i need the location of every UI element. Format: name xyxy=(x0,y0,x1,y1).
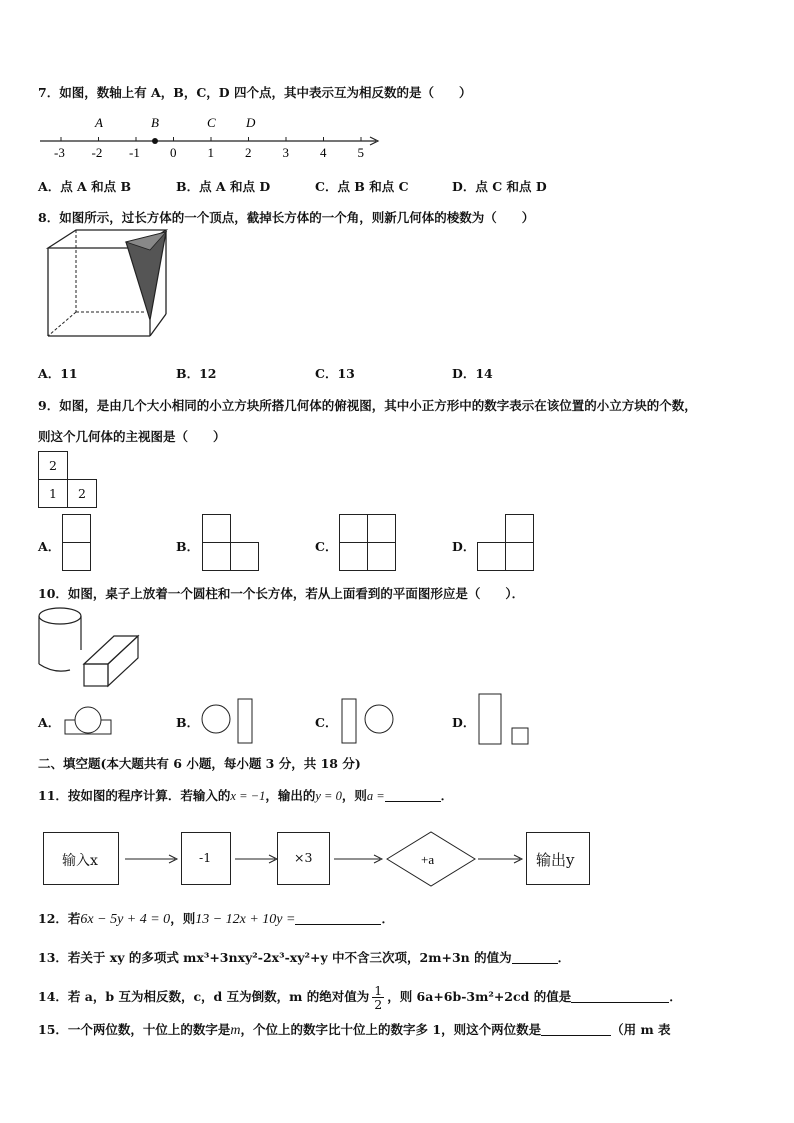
q10-cylinder-cuboid-figure xyxy=(36,604,156,690)
q9-option-a-square xyxy=(62,514,91,543)
q7-option-a[interactable]: A．点 A 和点 B xyxy=(38,179,132,194)
flow-input-label: 输入x xyxy=(62,853,98,869)
q9-option-b[interactable]: B． xyxy=(176,539,200,554)
q9-option-c-square xyxy=(367,514,396,543)
q7-option-b[interactable]: B．点 A 和点 D xyxy=(176,179,271,194)
q9-option-a-square xyxy=(62,542,91,571)
q9-top-view-cell xyxy=(38,479,68,508)
q10-option-c-figure xyxy=(338,697,398,747)
q11-answer-blank[interactable] xyxy=(385,789,441,802)
point-label-b: B xyxy=(151,115,159,130)
q11-text: 11．按如图的程序计算．若输入的x = −1，输出的y = 0，则a = ． xyxy=(38,788,454,803)
q13-text: 13．若关于 xy 的多项式 mx³+3nxy²-2x³-xy²+y 中不含三次项，2m+3n 的值为 ． xyxy=(38,950,571,965)
q10-option-c[interactable]: C． xyxy=(315,715,338,730)
q9-cell-number: 2 xyxy=(49,458,57,473)
tick-label: 3 xyxy=(282,145,289,160)
q9-option-b-square xyxy=(202,542,231,571)
flow-multiply-label: ×3 xyxy=(294,850,313,865)
q14-text: 14．若 a，b 互为相反数，c，d 互为倒数，m 的绝对值为 $\frac{1}{2}$ ，则 6a+6b-3m²+2cd 的值是 ． xyxy=(38,983,682,1012)
tick-label: -1 xyxy=(129,145,140,160)
q15-answer-blank[interactable] xyxy=(541,1023,611,1036)
q7-number-line xyxy=(34,112,384,162)
q8-option-b[interactable]: B．12 xyxy=(176,366,217,381)
q10-option-a-figure xyxy=(62,704,116,736)
q9-option-c-square xyxy=(339,514,368,543)
q9-text-line2: 则这个几何体的主视图是（ ） xyxy=(38,429,226,444)
q10-option-b[interactable]: B． xyxy=(176,715,200,730)
q9-option-a[interactable]: A． xyxy=(38,539,61,554)
q9-option-c[interactable]: C． xyxy=(315,539,338,554)
flow-add-diamond xyxy=(385,830,477,888)
tick-label: 0 xyxy=(170,145,177,160)
q9-option-d-square xyxy=(505,514,534,543)
q13-answer-blank[interactable] xyxy=(512,951,558,964)
flow-minus-box xyxy=(181,832,231,885)
q7-text: 7．如图，数轴上有 A，B，C，D 四个点，其中表示互为相反数的是（ ） xyxy=(38,85,472,100)
q9-option-c-square xyxy=(367,542,396,571)
tick-label: 5 xyxy=(357,145,364,160)
flow-arrow xyxy=(231,852,281,866)
q7-option-d[interactable]: D．点 C 和点 D xyxy=(452,179,547,194)
q10-option-d-figure xyxy=(476,692,536,748)
flow-arrow xyxy=(121,852,181,866)
q10-option-d[interactable]: D． xyxy=(452,715,476,730)
point-label-d: D xyxy=(246,115,256,130)
q15-text: 15．一个两位数，十位上的数字是m，个位上的数字比十位上的数字多 1，则这个两位数是 （用 m 表 xyxy=(38,1022,671,1038)
tick-label: 4 xyxy=(320,145,327,160)
tick-label: -3 xyxy=(54,145,65,160)
point-b-dot xyxy=(152,138,158,144)
q9-top-view-cell xyxy=(38,451,68,480)
flow-output-label: 输出y xyxy=(536,851,575,869)
q8-option-a[interactable]: A．11 xyxy=(38,366,78,381)
q9-option-b-square xyxy=(202,514,231,543)
section-title: 二、填空题(本大题共有 6 小题，每小题 3 分，共 18 分) xyxy=(38,756,361,771)
q9-top-view-cell xyxy=(67,479,97,508)
q9-option-c-square xyxy=(339,542,368,571)
tick-label: 1 xyxy=(207,145,214,160)
q10-option-a[interactable]: A． xyxy=(38,715,61,730)
q14-answer-blank[interactable] xyxy=(571,990,669,1003)
q10-option-b-figure xyxy=(200,697,260,747)
flow-input-box xyxy=(43,832,119,885)
point-label-c: C xyxy=(207,115,216,130)
q12-text: 12．若6x − 5y + 4 = 0，则13 − 12x + 10y = ． xyxy=(38,911,394,927)
q9-option-d-square xyxy=(477,542,506,571)
flow-minus-label: -1 xyxy=(199,850,212,865)
flow-add-label: +a xyxy=(421,852,435,867)
q12-answer-blank[interactable] xyxy=(295,912,381,925)
q7-option-c[interactable]: C．点 B 和点 C xyxy=(315,179,409,194)
q9-cell-number: 1 xyxy=(49,486,57,501)
tick-label: 2 xyxy=(245,145,252,160)
flow-arrow xyxy=(476,852,528,866)
flow-output-box xyxy=(526,832,590,885)
flow-arrow xyxy=(330,852,386,866)
q9-option-b-square xyxy=(230,542,259,571)
q9-cell-number: 2 xyxy=(78,486,86,501)
q14-fraction: $\frac{1}{2}$ xyxy=(374,983,383,1012)
q8-cuboid-figure xyxy=(40,228,180,348)
q9-text-line1: 9．如图，是由几个大小相同的小立方块所搭几何体的俯视图，其中小正方形中的数字表示在该位置的小立方块的个数， xyxy=(38,398,697,413)
q9-option-d-square xyxy=(505,542,534,571)
tick-label: -2 xyxy=(91,145,103,160)
q8-text: 8．如图所示，过长方体的一个顶点，截掉长方体的一个角，则新几何体的棱数为（ ） xyxy=(38,210,535,225)
q10-text: 10．如图，桌子上放着一个圆柱和一个长方体，若从上面看到的平面图形应是（ ）． xyxy=(38,586,525,601)
q9-option-d[interactable]: D． xyxy=(452,539,476,554)
flow-multiply-box xyxy=(277,832,330,885)
q8-option-c[interactable]: C．13 xyxy=(315,366,355,381)
point-label-a: A xyxy=(95,115,103,130)
q8-option-d[interactable]: D．14 xyxy=(452,366,493,381)
